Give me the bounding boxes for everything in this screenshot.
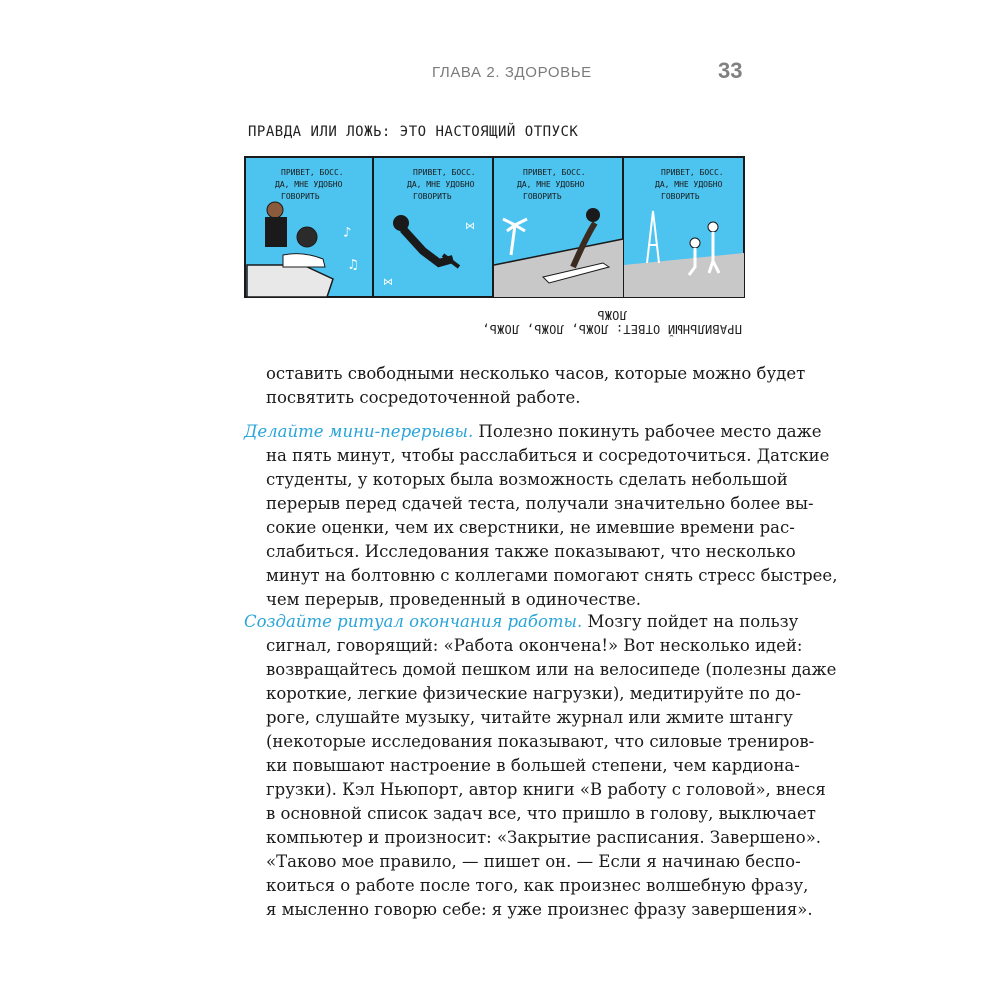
- lead-mini-breaks: Делайте мини-перерывы.: [244, 422, 474, 441]
- fish-icon: ⋈: [465, 221, 475, 232]
- bubble-line-1: ПРИВЕТ, БОСС.: [281, 168, 344, 177]
- fish-icon: ⋈: [383, 277, 393, 288]
- svg-text:ПРИВЕТ, БОСС.: ПРИВЕТ, БОСС.: [413, 168, 476, 177]
- svg-text:ДА, МНЕ УДОБНО: ДА, МНЕ УДОБНО: [517, 180, 585, 189]
- music-note-icon: ♪: [343, 225, 352, 241]
- paragraph-mini-breaks: Делайте мини-перерывы. Полезно покинуть рабочее место даже на пять минут, чтобы расслабиться и сосредоточиться. Датские студенты, у которых была возможность сделать небольшой перерыв перед сдачей теста, получали значительно более вы- сокие оценки, чем их сверстники, не имевшие времени рас- слабиться. Исследования также показывают, что несколько минут на болтовню с коллегами помогают снять стресс быстрее, чем перерыв, проведенный в одиночестве.: [244, 422, 838, 609]
- svg-text:ГОВОРИТЬ: ГОВОРИТЬ: [523, 192, 562, 201]
- comic-title: ПРАВДА ИЛИ ЛОЖЬ: ЭТО НАСТОЯЩИЙ ОТПУСК: [248, 124, 579, 140]
- paragraph-intro: оставить свободными несколько часов, которые можно будет посвятить сосредоточенной работе.: [266, 364, 806, 407]
- svg-text:ГОВОРИТЬ: ГОВОРИТЬ: [413, 192, 452, 201]
- svg-text:ДА, МНЕ УДОБНО: ДА, МНЕ УДОБНО: [655, 180, 723, 189]
- svg-text:ГОВОРИТЬ: ГОВОРИТЬ: [661, 192, 700, 201]
- paragraph-end-ritual: Создайте ритуал окончания работы. Мозгу пойдет на пользу сигнал, говорящий: «Работа окончена!» Вот несколько идей: возвращайтесь домой пешком или на велосипеде (полезны даже короткие, легкие физические нагрузки), медитируйте по до- роге, слушайте музыку, читайте журнал или жмите штангу (некоторые исследования показывают, что силовые трениров- ки повышают настроение в большей степени, чем кардиона- грузки). Кэл Ньюпорт, автор книги «В работу с головой», внеся в основной список задач все, что пришло в голову, выключает компьютер и произносит: «Закрытие расписания. Завершено». «Таково мое правило, — пишет он. — Если я начинаю беспо- коиться о работе после того, как произнес волшебную фразу, я мысленно говорю себе: я уже произнес фразу завершения».: [244, 612, 837, 919]
- svg-text:ПРИВЕТ, БОСС.: ПРИВЕТ, БОСС.: [523, 168, 586, 177]
- bubble-line-3: ГОВОРИТЬ: [281, 192, 320, 201]
- bubble-line-2: ДА, МНЕ УДОБНО: [275, 180, 343, 189]
- svg-text:ПРИВЕТ, БОСС.: ПРИВЕТ, БОСС.: [661, 168, 724, 177]
- page-number: 33: [718, 58, 743, 83]
- chapter-title: ГЛАВА 2. ЗДОРОВЬЕ: [432, 64, 592, 81]
- svg-text:ДА, МНЕ УДОБНО: ДА, МНЕ УДОБНО: [407, 180, 475, 189]
- music-note-icon: ♫: [349, 257, 358, 273]
- lead-end-ritual: Создайте ритуал окончания работы.: [244, 612, 583, 631]
- comic-strip: [243, 155, 746, 301]
- comic-answer: ПРАВИЛЬНЫЙ ОТВЕТ: ЛОЖЬ, ЛОЖЬ, ЛОЖЬ, ЛОЖЬ: [482, 308, 742, 336]
